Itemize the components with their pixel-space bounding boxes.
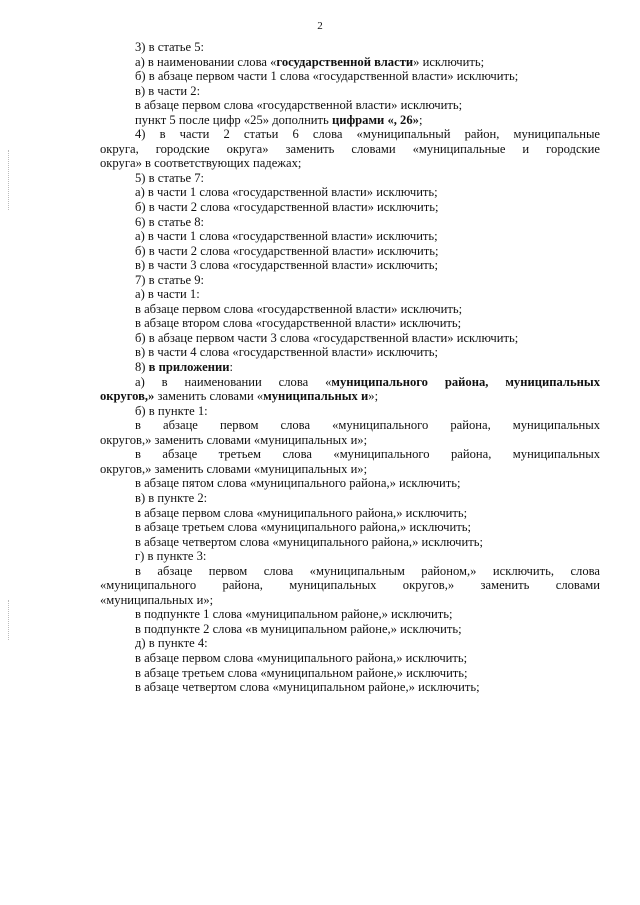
text-line: 7) в статье 9: xyxy=(135,272,205,287)
text-line: «муниципальных и»; xyxy=(100,592,214,607)
text-line: д) в пункте 4: xyxy=(135,636,208,651)
document-body xyxy=(100,40,600,695)
text-line: в абзаце четвертом слова «муниципального района,» исключить; xyxy=(135,534,484,549)
text-line: в абзаце первом слова «муниципальным районом,» исключить, слова xyxy=(135,563,600,578)
text-line: пункт 5 после цифр «25» дополнить цифрами «, 26»; xyxy=(135,112,423,127)
text-line: а) в части 1: xyxy=(135,287,200,302)
text-line: 5) в статье 7: xyxy=(135,170,205,185)
text-line: в абзаце третьем слова «муниципального района, муниципальных xyxy=(135,447,600,462)
text-line: а) в наименовании слова «муниципального района, муниципальных xyxy=(135,374,600,389)
scan-edge-mark xyxy=(8,600,10,640)
text-line: в абзаце первом слова «государственной власти» исключить; xyxy=(135,98,463,113)
text-line: 3) в статье 5: xyxy=(135,40,205,54)
text-line: б) в части 2 слова «государственной власти» исключить; xyxy=(135,200,439,215)
text-line: округов,» заменить словами «муниципальных и»; xyxy=(100,389,379,404)
text-line: а) в части 1 слова «государственной власти» исключить; xyxy=(135,229,438,244)
text-line: в подпункте 1 слова «муниципальном районе,» исключить; xyxy=(135,607,453,622)
text-line: в) в части 3 слова «государственной власти» исключить; xyxy=(135,258,439,273)
text-line: в абзаце пятом слова «муниципального района,» исключить; xyxy=(135,476,461,491)
text-line: 6) в статье 8: xyxy=(135,214,205,229)
text-line: в абзаце втором слова «государственной власти» исключить; xyxy=(135,316,462,331)
text-line: в) в пункте 2: xyxy=(135,490,208,505)
text-line: округа» в соответствующих падежах; xyxy=(100,156,302,171)
text-line: в подпункте 2 слова «в муниципальном районе,» исключить; xyxy=(135,621,462,636)
text-line: в абзаце первом слова «муниципального района,» исключить; xyxy=(135,650,468,665)
text-line: в абзаце первом слова «муниципального района,» исключить; xyxy=(135,505,468,520)
text-line: округов,» заменить словами «муниципальных и»; xyxy=(100,432,368,447)
text-line: б) в пункте 1: xyxy=(135,403,208,418)
text-line: в абзаце первом слова «государственной власти» исключить; xyxy=(135,301,463,316)
text-line: в) в части 2: xyxy=(135,83,201,98)
text-line: б) в абзаце первом части 1 слова «государственной власти» исключить; xyxy=(135,69,519,84)
text-line: округов,» заменить словами «муниципальных и»; xyxy=(100,461,368,476)
text-line: в) в части 4 слова «государственной власти» исключить; xyxy=(135,345,439,360)
text-line: б) в части 2 слова «государственной власти» исключить; xyxy=(135,243,439,258)
text-line: а) в наименовании слова «государственной власти» исключить; xyxy=(135,54,485,69)
text-line: 8) в приложении: xyxy=(135,360,233,375)
text-line: в абзаце четвертом слова «муниципальном районе,» исключить; xyxy=(135,680,480,695)
text-line: «муниципального района, муниципальных округов,» заменить словами xyxy=(100,578,600,593)
text-line: а) в части 1 слова «государственной власти» исключить; xyxy=(135,185,438,200)
text-line: в абзаце третьем слова «муниципальном районе,» исключить; xyxy=(135,665,468,680)
text-line: б) в абзаце первом части 3 слова «государственной власти» исключить; xyxy=(135,330,519,345)
scan-edge-mark xyxy=(8,150,10,210)
text-line: в абзаце третьем слова «муниципального района,» исключить; xyxy=(135,520,471,535)
text-line: в абзаце первом слова «муниципального района, муниципальных xyxy=(135,418,600,433)
text-line: 4) в части 2 статьи 6 слова «муниципальный район, муниципальные xyxy=(135,127,600,142)
page-number: 2 xyxy=(317,20,323,32)
text-line: г) в пункте 3: xyxy=(135,549,207,564)
text-line: округа, городские округа» заменить словами «муниципальные и городские xyxy=(100,141,600,156)
